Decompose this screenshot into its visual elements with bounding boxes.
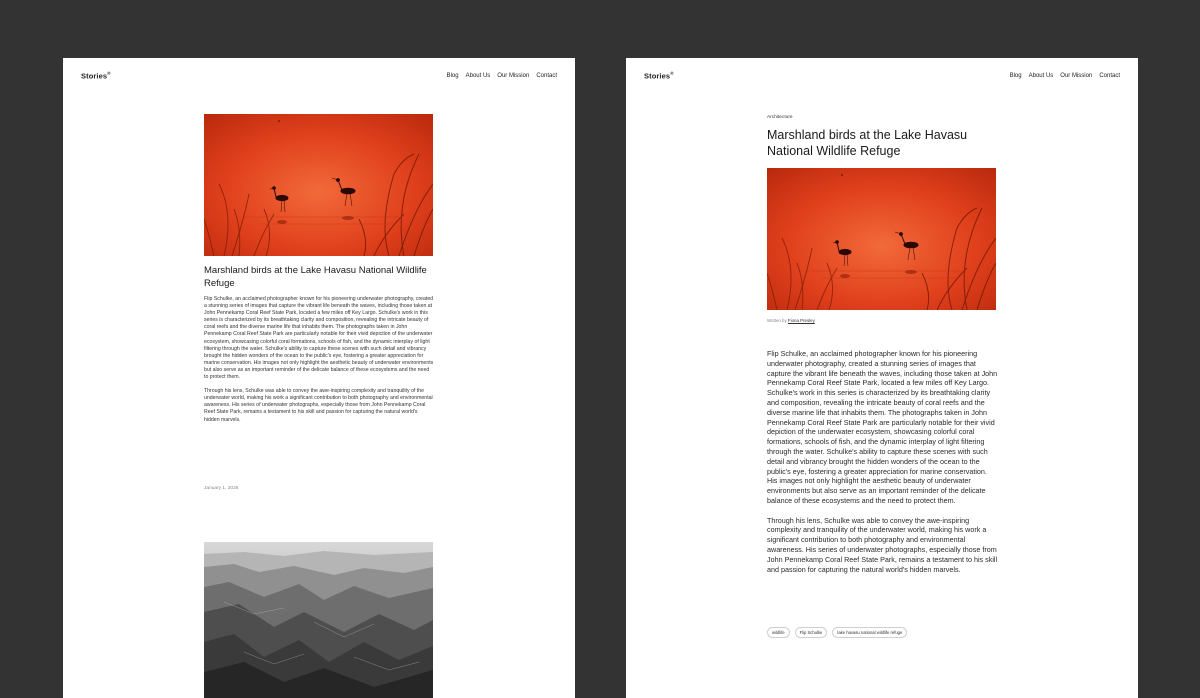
article-body [767, 349, 999, 584]
article-category[interactable]: Architecture [767, 115, 793, 120]
birds-photo [204, 114, 433, 256]
nav-menu [447, 73, 557, 79]
post-title[interactable]: Marshland birds at the Lake Havasu National Wildlife Refuge [204, 265, 427, 289]
nav-link-our-mission[interactable]: Our Mission [1060, 73, 1093, 79]
brand-logo[interactable] [81, 71, 111, 81]
article-paragraph: Flip Schulke, an acclaimed photographer known for his pioneering underwater photography, created a stunning series of images that capture the vibrant life beneath the waves, including those taken at John Pennekamp Coral Reef State Park, located a few miles off Key Largo. Schulke's work in this series is characterized by its breathtaking clarity and composition, revealing the intricate beauty of coral reefs and the diverse marine life that inhabits them. The photographs taken in John Pennekamp Coral Reef State Park are particularly notable for their vivid depiction of the underwater ecosystem, showcasing colorful coral formations, schools of fish, and the dynamic interplay of light filtering through the water. Schulke's ability to capture these scenes with such detail and vibrancy brought the hidden wonders of the ocean to the public's eye, fostering a greater appreciation for marine conservation. His images not only highlight the aesthetic beauty of underwater environments but also serve as an important reminder of the delicate balance of these ecosystems and the need to protect them. [767, 349, 998, 505]
post-paragraph: Through his lens, Schulke was able to convey the awe-inspiring complexity and tranquility of the underwater world, making his work a significant contribution to both photography and environmental awareness. His series of underwater photographs, especially those from John Pennekamp Coral Reef State Park, remains a testament to his skill and passion for capturing the natural world's hidden marvels. [204, 388, 433, 423]
brand-logo[interactable] [644, 71, 674, 81]
post-excerpt [204, 296, 434, 431]
nav-link-about-us[interactable]: About Us [1028, 73, 1054, 79]
post-paragraph: Flip Schulke, an acclaimed photographer known for his pioneering underwater photography, created a stunning series of images that capture the vibrant life beneath the waves, including those taken at John Pennekamp Coral Reef State Park, located a few miles off Key Largo. Schulke's work in this series is characterized by its breathtaking clarity and composition, revealing the intricate beauty of coral reefs and the diverse marine life that inhabits them. The photographs taken in John Pennekamp Coral Reef State Park are particularly notable for their vivid depiction of the underwater ecosystem, showcasing colorful coral formations, schools of fish, and the dynamic interplay of light filtering through the water. Schulke's ability to capture these scenes with such detail and vibrancy brought the hidden wonders of the ocean to the public's eye, fostering a greater appreciation for marine conservation. His images not only highlight the aesthetic beauty of underwater environments but also serve as an important reminder of the delicate balance of these ecosystems and the need to protect them. [204, 296, 434, 381]
nav-link-contact[interactable]: Contact [536, 73, 557, 79]
nav-link-about-us[interactable]: About Us [465, 73, 491, 79]
top-nav [644, 69, 1120, 83]
tag-wildlife[interactable]: wildlife [767, 627, 790, 638]
article-byline [767, 318, 815, 323]
article-title: Marshland birds at the Lake Havasu National Wildlife Refuge [767, 128, 968, 158]
article-paragraph: Through his lens, Schulke was able to convey the awe-inspiring complexity and tranquility of the underwater world, making his work a significant contribution to both photography and environmental awareness. His series of underwater photographs, especially those from John Pennekamp Coral Reef State Park, remains a testament to his skill and passion for capturing the natural world's hidden marvels. [767, 515, 998, 574]
brand-mark: ® [670, 71, 674, 77]
post-cover-image-marshland-birds[interactable] [204, 114, 433, 256]
nav-link-blog[interactable]: Blog [446, 73, 459, 79]
nav-link-blog[interactable]: Blog [1009, 73, 1022, 79]
tag-lake-havasu[interactable]: lake havasu national wildlife refuge [832, 627, 907, 638]
article-page [626, 58, 1138, 698]
brand-name[interactable]: Stories [644, 71, 671, 81]
brand-name[interactable]: Stories [81, 71, 108, 81]
tag-flip-schulke[interactable]: Flip Schulke [795, 627, 828, 638]
blog-listing-page [63, 58, 575, 698]
nav-link-contact[interactable]: Contact [1099, 73, 1120, 79]
post-date: January 1, 2025 [204, 486, 239, 491]
byline-prefix: Written by [767, 318, 787, 323]
author-link[interactable]: Fiona Presley [787, 318, 815, 323]
brand-mark: ® [107, 71, 111, 77]
top-nav [81, 69, 557, 83]
article-hero-image [767, 168, 996, 310]
tag-list [767, 627, 907, 638]
nav-menu [1010, 73, 1120, 79]
birds-photo [767, 168, 996, 310]
nav-link-our-mission[interactable]: Our Mission [497, 73, 530, 79]
